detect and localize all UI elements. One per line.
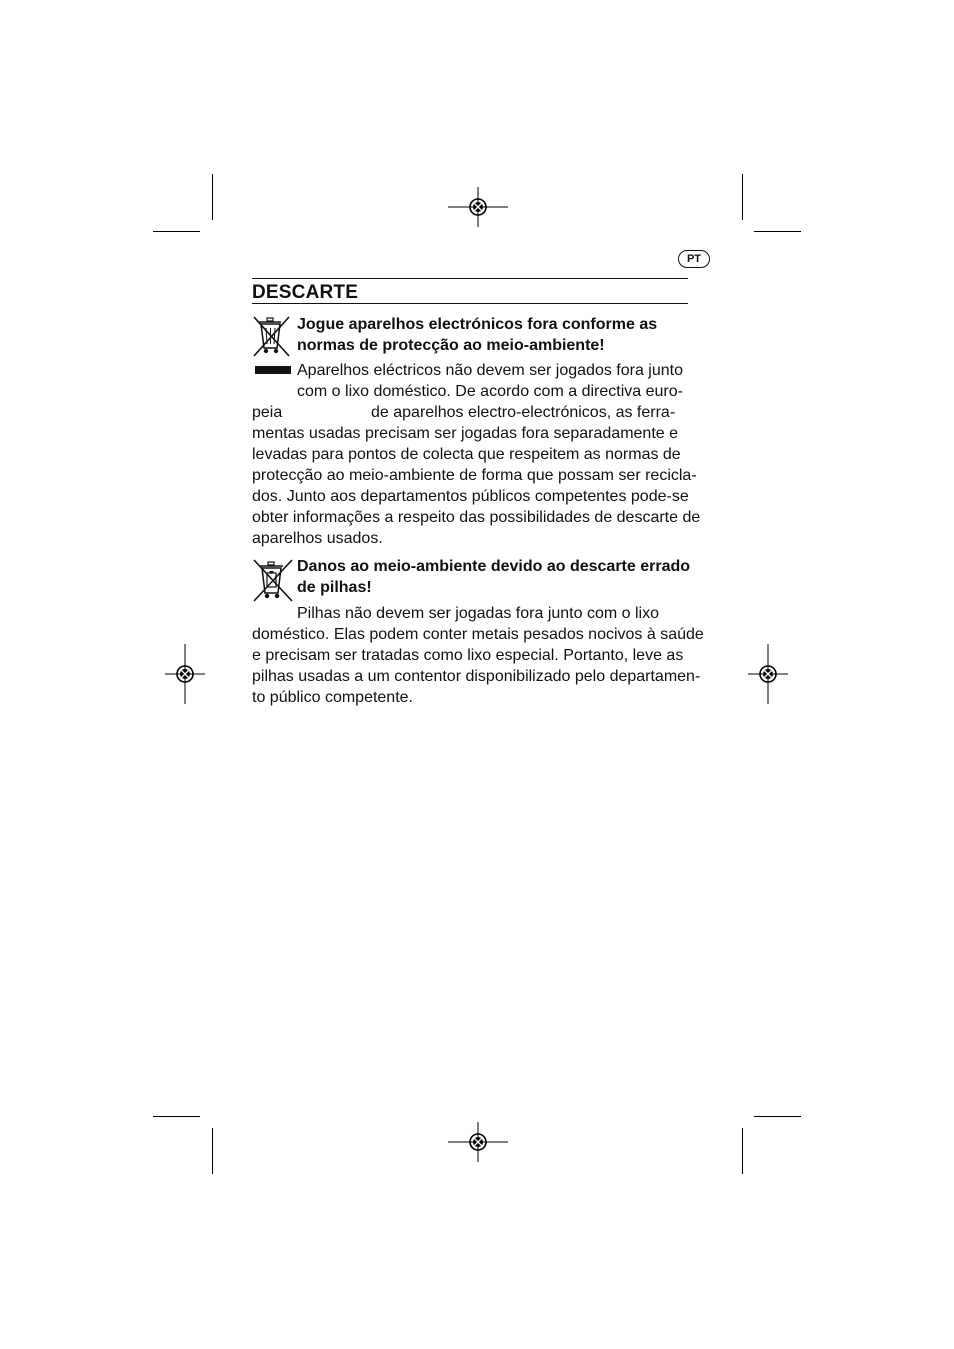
section2-body-line: e precisam ser tratadas como lixo especial. Portanto, leve as (252, 647, 684, 664)
section1-body-line: dos. Junto aos departamentos públicos competentes pode-se (252, 488, 689, 505)
section1-body-line: peia (252, 404, 283, 421)
section2-body-line: Pilhas não devem ser jogadas fora junto com o lixo (297, 605, 659, 622)
section1-body-line: com o lixo doméstico. De acordo com a directiva euro- (297, 383, 683, 400)
section1-body-line: mentas usadas precisam ser jogadas fora separadamente e (252, 425, 679, 442)
registration-mark-bottom-icon (448, 1122, 508, 1162)
section2-body-line: to público competente. (252, 689, 413, 706)
crossed-out-battery-bin-icon (251, 557, 295, 603)
section-title: DESCARTE (252, 282, 359, 303)
section1-heading-line-1: Jogue aparelhos electrónicos fora conforme as (297, 316, 658, 333)
registration-mark-right-icon (748, 644, 788, 704)
crop-mark-top-right-horizontal (754, 231, 801, 232)
section1-body-line: protecção ao meio-ambiente de forma que possam ser recicla- (252, 467, 697, 484)
registration-mark-top-icon (448, 187, 508, 227)
crop-mark-bottom-left-horizontal (153, 1116, 200, 1117)
section1-body-line: Aparelhos eléctricos não devem ser jogados fora junto (297, 362, 683, 379)
crossed-out-wheelie-bin-icon (251, 314, 293, 358)
section2-heading-line-2: de pilhas! (297, 579, 372, 596)
section-bottom-rule (252, 303, 688, 304)
crop-mark-top-right-vertical (742, 174, 743, 220)
section1-heading-line-2: normas de protecção ao meio-ambiente! (297, 337, 605, 354)
section1-body-line: aparelhos usados. (252, 530, 383, 547)
crop-mark-bottom-right-horizontal (754, 1116, 801, 1117)
crop-mark-top-left-horizontal (153, 231, 200, 232)
separate-collection-bar (255, 366, 291, 374)
crop-mark-bottom-right-vertical (742, 1128, 743, 1174)
section-top-rule (252, 278, 688, 279)
crop-mark-top-left-vertical (212, 174, 213, 220)
section2-heading-line-1: Danos ao meio-ambiente devido ao descarte errado (297, 558, 691, 575)
crop-mark-bottom-left-vertical (212, 1128, 213, 1174)
section1-body-line: obter informações a respeito das possibilidades de descarte de (252, 509, 701, 526)
registration-mark-left-icon (165, 644, 205, 704)
section1-body-line: levadas para pontos de colecta que respeitem as normas de (252, 446, 681, 463)
section1-body-line: de aparelhos electro-electrónicos, as ferra- (371, 404, 676, 421)
language-badge: PT (678, 250, 710, 268)
section2-body-line: doméstico. Elas podem conter metais pesados nocivos à saúde (252, 626, 704, 643)
section2-body-line: pilhas usadas a um contentor disponibilizado pelo departamen- (252, 668, 701, 685)
